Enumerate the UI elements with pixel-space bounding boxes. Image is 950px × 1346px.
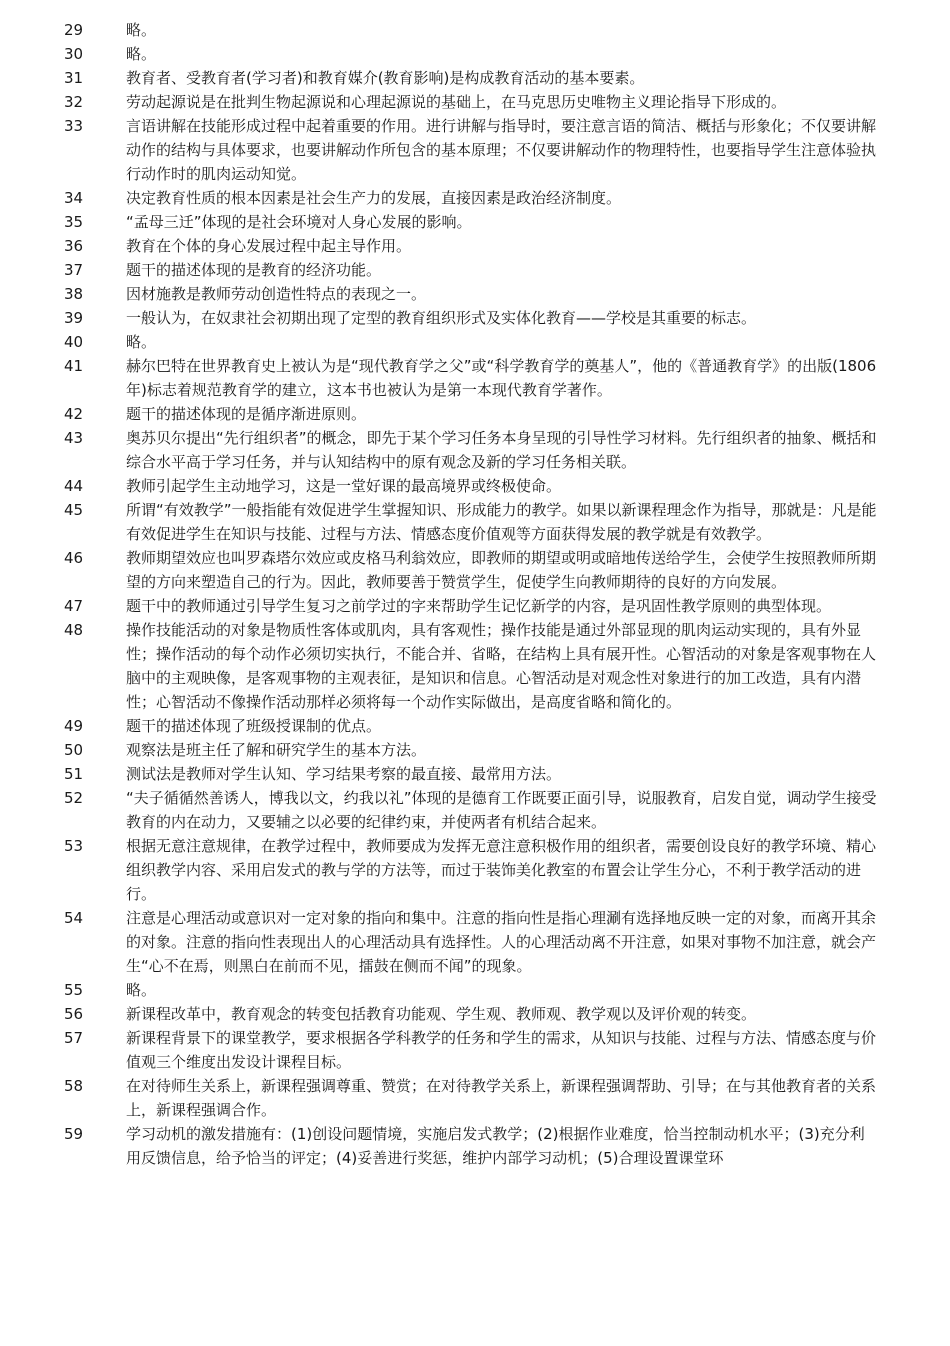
entry-text: 操作技能活动的对象是物质性客体或肌肉，具有客观性；操作技能是通过外部显现的肌肉运动实现的，具有外显性；操作活动的每个动作必须切实执行，不能合并、省略，在结构上具有展开性。心智活动的对象是客观事物在人脑中的主观映像，是客观事物的主观表征，是知识和信息。心智活动是对观念性对象进行的加工改造，具有内潜性；心智活动不像操作活动那样必须将每一个动作实际做出，是高度省略和简化的。: [126, 621, 877, 711]
entry-number: 57: [64, 1029, 84, 1047]
entry-number: 48: [64, 621, 84, 639]
entry-text: 学习动机的激发措施有：(1)创设问题情境，实施启发式教学；(2)根据作业难度，恰当控制动机水平；(3)充分利用反馈信息，给予恰当的评定；(4)妥善进行奖惩，维护内部学习动机；(5)合理设置课堂环: [126, 1125, 865, 1167]
entry-text: 教育者、受教育者(学习者)和教育媒介(教育影响)是构成教育活动的基本要素。: [126, 69, 645, 87]
entry-number: 44: [64, 477, 84, 495]
entry-text: 略。: [126, 45, 157, 63]
entry-number: 29: [64, 21, 84, 39]
entry-text: 略。: [126, 333, 157, 351]
entry-text: 观察法是班主任了解和研究学生的基本方法。: [126, 741, 427, 759]
answer-entry: [0, 306, 950, 330]
entry-number: 43: [64, 429, 84, 447]
answer-entry: [0, 90, 950, 114]
entry-number: 51: [64, 765, 84, 783]
answer-entry: [0, 498, 950, 546]
entry-number: 33: [64, 117, 84, 135]
entry-number: 59: [64, 1125, 84, 1143]
entry-text: 一般认为，在奴隶社会初期出现了定型的教育组织形式及实体化教育——学校是其重要的标志。: [126, 309, 757, 327]
answer-entry: [0, 18, 950, 42]
entry-text: 所谓“有效教学”一般指能有效促进学生掌握知识、形成能力的教学。如果以新课程理念作为指导，那就是：凡是能有效促进学生在知识与技能、过程与方法、情感态度价值观等方面获得发展的教学就是有效教学。: [126, 501, 877, 543]
entry-number: 50: [64, 741, 84, 759]
answer-entry: [0, 738, 950, 762]
entry-number: 34: [64, 189, 84, 207]
entry-text: “孟母三迁”体现的是社会环境对人身心发展的影响。: [126, 213, 472, 231]
entry-text: 测试法是教师对学生认知、学习结果考察的最直接、最常用方法。: [126, 765, 562, 783]
answer-entry: [0, 762, 950, 786]
entry-number: 56: [64, 1005, 84, 1023]
entry-text: “夫子循循然善诱人，博我以文，约我以礼”体现的是德育工作既要正面引导，说服教育，启发自觉，调动学生接受教育的内在动力，又要辅之以必要的纪律约束，并使两者有机结合起来。: [126, 789, 877, 831]
answer-list: [0, 18, 950, 1170]
entry-number: 55: [64, 981, 84, 999]
entry-text: 教师期望效应也叫罗森塔尔效应或皮格马利翁效应，即教师的期望或明或暗地传送给学生，会使学生按照教师所期望的方向来塑造自己的行为。因此，教师要善于赞赏学生，促使学生向教师期待的良好的方向发展。: [126, 549, 877, 591]
entry-text: 新课程改革中，教育观念的转变包括教育功能观、学生观、教师观、教学观以及评价观的转变。: [126, 1005, 757, 1023]
entry-text: 略。: [126, 21, 157, 39]
entry-text: 赫尔巴特在世界教育史上被认为是“现代教育学之父”或“科学教育学的奠基人”，他的《普通教育学》的出版(1806年)标志着规范教育学的建立，这本书也被认为是第一本现代教育学著作。: [126, 357, 877, 399]
entry-text: 因材施教是教师劳动创造性特点的表现之一。: [126, 285, 427, 303]
entry-text: 劳动起源说是在批判生物起源说和心理起源说的基础上，在马克思历史唯物主义理论指导下形成的。: [126, 93, 787, 111]
answer-entry: [0, 474, 950, 498]
answer-entry: [0, 786, 950, 834]
answer-entry: [0, 186, 950, 210]
answer-entry: [0, 42, 950, 66]
entry-text: 题干的描述体现了班级授课制的优点。: [126, 717, 382, 735]
answer-entry: [0, 66, 950, 90]
entry-text: 题干的描述体现的是循序渐进原则。: [126, 405, 367, 423]
entry-text: 注意是心理活动或意识对一定对象的指向和集中。注意的指向性是指心理涮有选择地反映一定的对象，而离开其余的对象。注意的指向性表现出人的心理活动具有选择性。人的心理活动离不开注意，如果对事物不加注意，就会产生“心不在焉，则黑白在前而不见，擂鼓在侧而不闻”的现象。: [126, 909, 877, 975]
entry-number: 35: [64, 213, 84, 231]
entry-number: 36: [64, 237, 84, 255]
answer-entry: [0, 834, 950, 906]
answer-entry: [0, 1002, 950, 1026]
entry-number: 39: [64, 309, 84, 327]
answer-entry: [0, 114, 950, 186]
entry-number: 32: [64, 93, 84, 111]
answer-entry: [0, 714, 950, 738]
entry-text: 在对待师生关系上，新课程强调尊重、赞赏；在对待教学关系上，新课程强调帮助、引导；在与其他教育者的关系上，新课程强调合作。: [126, 1077, 877, 1119]
entry-text: 题干中的教师通过引导学生复习之前学过的字来帮助学生记忆新学的内容，是巩固性教学原则的典型体现。: [126, 597, 832, 615]
entry-text: 题干的描述体现的是教育的经济功能。: [126, 261, 382, 279]
entry-text: 教师引起学生主动地学习，这是一堂好课的最高境界或终极使命。: [126, 477, 562, 495]
answer-entry: [0, 546, 950, 594]
entry-text: 决定教育性质的根本因素是社会生产力的发展，直接因素是政治经济制度。: [126, 189, 622, 207]
entry-number: 52: [64, 789, 84, 807]
entry-number: 53: [64, 837, 84, 855]
answer-entry: [0, 594, 950, 618]
entry-number: 58: [64, 1077, 84, 1095]
answer-entry: [0, 354, 950, 402]
answer-entry: [0, 210, 950, 234]
entry-number: 41: [64, 357, 84, 375]
entry-number: 46: [64, 549, 84, 567]
entry-number: 54: [64, 909, 84, 927]
entry-text: 根据无意注意规律，在教学过程中，教师要成为发挥无意注意积极作用的组织者，需要创设良好的教学环境、精心组织教学内容、采用启发式的教与学的方法等，而过于装饰美化教室的布置会让学生分心，不利于教学活动的进行。: [126, 837, 877, 903]
entry-number: 30: [64, 45, 84, 63]
answer-entry: [0, 426, 950, 474]
entry-number: 42: [64, 405, 84, 423]
entry-text: 教育在个体的身心发展过程中起主导作用。: [126, 237, 412, 255]
answer-entry: [0, 1122, 950, 1170]
answer-entry: [0, 618, 950, 714]
entry-text: 略。: [126, 981, 157, 999]
entry-number: 40: [64, 333, 84, 351]
entry-text: 奥苏贝尔提出“先行组织者”的概念，即先于某个学习任务本身呈现的引导性学习材料。先行组织者的抽象、概括和综合水平高于学习任务，并与认知结构中的原有观念及新的学习任务相关联。: [126, 429, 877, 471]
answer-entry: [0, 402, 950, 426]
entry-number: 47: [64, 597, 84, 615]
answer-entry: [0, 258, 950, 282]
answer-entry: [0, 978, 950, 1002]
entry-number: 45: [64, 501, 84, 519]
answer-entry: [0, 330, 950, 354]
entry-text: 言语讲解在技能形成过程中起着重要的作用。进行讲解与指导时，要注意言语的简洁、概括与形象化；不仅要讲解动作的结构与具体要求，也要讲解动作所包含的基本原理；不仅要讲解动作的物理特性，也要指导学生注意体验执行动作时的肌肉运动知觉。: [126, 117, 877, 183]
answer-entry: [0, 1026, 950, 1074]
entry-number: 31: [64, 69, 84, 87]
answer-entry: [0, 1074, 950, 1122]
answer-entry: [0, 282, 950, 306]
answer-entry: [0, 234, 950, 258]
entry-number: 38: [64, 285, 84, 303]
entry-number: 37: [64, 261, 84, 279]
entry-number: 49: [64, 717, 84, 735]
entry-text: 新课程背景下的课堂教学，要求根据各学科教学的任务和学生的需求，从知识与技能、过程与方法、情感态度与价值观三个维度出发设计课程目标。: [126, 1029, 877, 1071]
answer-entry: [0, 906, 950, 978]
